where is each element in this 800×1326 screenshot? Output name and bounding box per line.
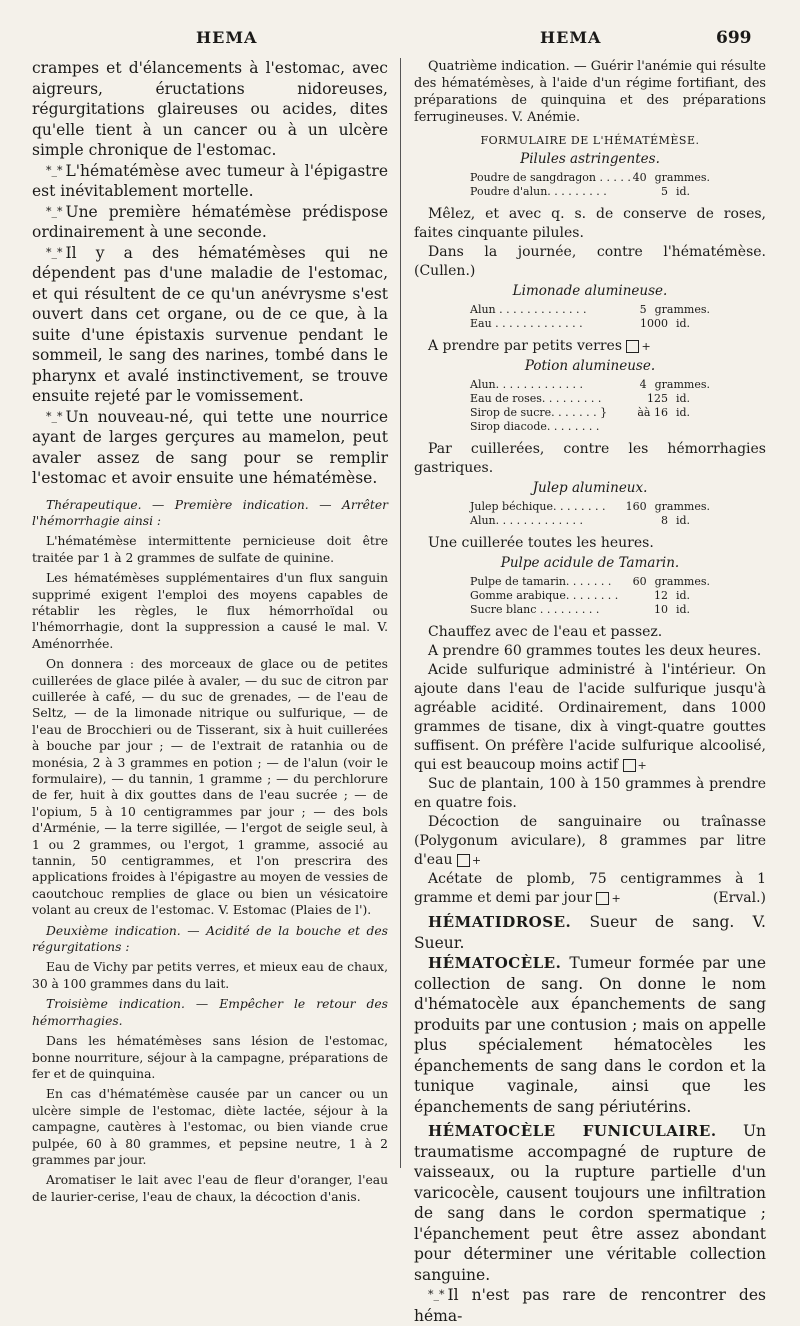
recipe-name: Gomme arabique. . . . . . . . (470, 589, 619, 602)
boxed-plus-icon: + (623, 759, 636, 772)
recipe-qty: 160 (625, 500, 647, 513)
recipe-unit: grammes. (654, 575, 710, 588)
indication-heading: Deuxième indication. — Acidité de la bouche et des régurgitations : (32, 923, 388, 955)
recipe-row (470, 589, 710, 603)
recipe-unit: grammes. (654, 171, 710, 184)
recipe-qty: 60 (632, 575, 647, 588)
paragraph: *_* Une première hématémèse prédispose ordinairement à une seconde. (32, 202, 388, 241)
recipe-row (470, 575, 710, 589)
recipe-unit: id. (676, 514, 691, 527)
entry-term: HÉMATOCÈLE. (428, 954, 562, 972)
attribution: (Erval.) (712, 890, 766, 906)
entry-term: HÉMATIDROSE. (428, 913, 572, 931)
recipe-row (470, 317, 710, 331)
paragraph: *_* Il y a des hématémèses qui ne dépendent pas d'une maladie de l'estomac, et qui résultent de ce qu'un anévrysme s'est ouvert dans cet organe, ou de ce que, à la suite d'une épistaxis survenue pendant le sommeil, le sang des narines, tombé dans le pharynx et avalé instinctivement, se trouve ensuite rejeté par le vomissement. (32, 243, 388, 405)
paragraph: crampes et d'élancements à l'estomac, avec aigreurs, éructations nidoreuses, régurgitations glaireuses ou acides, dites qu'elle tient à un cancer ou à un ulcère simple chronique de l'estomac. (32, 59, 388, 159)
recipe-row (470, 420, 710, 434)
paragraph: Suc de plantain, 100 à 150 grammes à prendre en quatre fois. (414, 776, 766, 811)
recipe-name: Sucre blanc . . . . . . . . . (470, 603, 600, 616)
recipe-unit: id. (676, 317, 691, 330)
page-number: 699 (716, 28, 752, 48)
recipe-qty: 4 (639, 378, 647, 391)
recipe-unit (668, 420, 676, 434)
recipe-name: Julep béchique. . . . . . . . (470, 500, 606, 513)
paragraph: Les hématémèses supplémentaires d'un flux sanguin supprimé exigent l'emploi des moyens capables de rétablir les règles, le flux hémorrhoïdal ou l'hémorrhagie, dont la suppression a causé le mal. V. Aménorrhée. (32, 571, 388, 651)
paragraph: Acétate de plomb, 75 centigrammes à 1 gramme et demi par jour + (Erval.) (414, 871, 766, 906)
left-column (32, 58, 388, 1205)
recipe-row (470, 603, 710, 617)
paragraph: En cas d'hématémèse causée par un cancer ou un ulcère simple de l'estomac, diète lactée, séjour à la campagne, cautères à l'estomac, ou bien viande crue pulpée, 60 à 80 grammes, et pepsine neutre, 1 à 2 grammes par jour. (32, 1087, 388, 1167)
asterism-icon: *_* (46, 163, 63, 177)
recipe-row (470, 514, 710, 528)
recipe-unit: id. (676, 185, 691, 198)
recipe-row (470, 392, 710, 406)
paragraph: Par cuillerées, contre les hémorrhagies gastriques. (414, 441, 766, 476)
paragraph: A prendre 60 grammes toutes les deux heures. (428, 643, 762, 659)
paragraph: Dans les hématémèses sans lésion de l'estomac, bonne nourriture, séjour à la campagne, préparations de fer et de quinquina. (32, 1034, 388, 1081)
recipe-name: Eau . . . . . . . . . . . . . (470, 317, 583, 330)
recipe-qty: àà 16 (637, 406, 668, 419)
recipe-qty: 40 (632, 171, 647, 184)
recipe-name: Poudre d'alun. . . . . . . . . (470, 185, 607, 198)
header-left: HEMA (196, 28, 258, 47)
recipe-unit: grammes. (654, 378, 710, 391)
header-center: HEMA (540, 28, 602, 47)
recipe-table (470, 303, 710, 331)
recipe-qty: 1000 (640, 317, 668, 330)
recipe-unit: id. (676, 589, 691, 602)
recipe-row (470, 500, 710, 514)
recipe-title: Julep alumineux. (532, 480, 648, 496)
recipe-name: Sirop diacode. . . . . . . . (470, 420, 600, 433)
running-header (0, 28, 800, 52)
recipe-title: Pulpe acidule de Tamarin. (500, 555, 680, 571)
recipe-name: Eau de roses. . . . . . . . . (470, 392, 602, 405)
recipe-qty: 10 (654, 603, 668, 616)
paragraph: *_* L'hématémèse avec tumeur à l'épigastre est inévitablement mortelle. (32, 161, 388, 200)
paragraph: Chauffez avec de l'eau et passez. (428, 624, 663, 640)
recipe-name: Alun. . . . . . . . . . . . . (470, 378, 584, 391)
recipe-unit: id. (676, 406, 691, 419)
recipe-name: Pulpe de tamarin. . . . . . . (470, 575, 612, 588)
recipe-qty (620, 420, 668, 434)
asterism-icon: *_* (46, 204, 63, 218)
paragraph: On donnera : des morceaux de glace ou de petites cuillerées de glace pilée à avaler, — du suc de citron par cuillerée à café, — du suc de grenades, — de l'eau de Seltz, — de la limonade nitrique ou sulfurique, — de l'eau de Brocchieri ou de Tisserant, six à huit cuillerées à bouche par jour ; — de l'extrait de ratanhia ou de monésia, 2 à 3 grammes en potion ; — de l'alun (voir le formulaire), — du tannin, 1 gramme ; — du perchlorure de fer, huit à dix gouttes dans de l'eau sucrée ; — de l'opium, 5 à 10 centigrammes par jour ; — des bols d'Arménie, — la terre sigillée, — l'ergot de seigle seul, à 1 ou 2 grammes, ou l'ergot, 1 gramme, associé au tannin, 50 centigrammes, et l'on prescrira des applications froides à l'épigastre au moyen de vessies de caoutchouc remplies de glace ou bien un vésicatoire volant au creux de l'estomac. V. Estomac (Plaies de l'). (32, 657, 388, 918)
formulary-heading: FORMULAIRE DE L'HÉMATÉMÈSE. (480, 134, 700, 147)
boxed-plus-icon: + (626, 340, 639, 353)
paragraph: Décoction de sanguinaire ou traînasse (Polygonum aviculare), 8 grammes par litre d'eau + (414, 814, 766, 868)
recipe-name: Alun . . . . . . . . . . . . . (470, 303, 587, 316)
paragraph: A prendre par petits verres + (428, 338, 651, 354)
recipe-row (470, 171, 710, 185)
paragraph: L'hématémèse intermittente pernicieuse doit être traitée par 1 à 2 grammes de sulfate de quinine. (32, 534, 388, 565)
recipe-qty: 8 (661, 514, 668, 527)
paragraph: Dans la journée, contre l'hématémèse. (Cullen.) (414, 244, 766, 279)
asterism-icon: *_* (428, 1288, 445, 1301)
asterism-icon: *_* (46, 409, 63, 423)
dictionary-entry: HÉMATIDROSE. Sueur de sang. V. Sueur. (414, 913, 766, 952)
recipe-title: Pilules astringentes. (520, 151, 660, 167)
recipe-title: Potion alumineuse. (524, 358, 656, 374)
paragraph: *_* Il n'est pas rare de rencontrer des héma- (414, 1286, 766, 1325)
recipe-unit: id. (676, 603, 691, 616)
recipe-qty: 125 (647, 392, 668, 405)
indication-heading: Troisième indication. — Empêcher le retour des hémorrhagies. (32, 997, 388, 1028)
recipe-title: Limonade alumineuse. (512, 283, 668, 299)
boxed-plus-icon: + (457, 854, 470, 867)
paragraph: *_* Un nouveau-né, qui tette une nourrice ayant de larges gerçures au mamelon, peut avaler assez de sang pour se remplir l'estomac et avoir ensuite une hématémèse. (32, 407, 388, 487)
recipe-row (470, 378, 710, 392)
paragraph: Eau de Vichy par petits verres, et mieux eau de chaux, 30 à 100 grammes dans du lait. (32, 960, 388, 991)
recipe-qty: 5 (661, 185, 668, 198)
recipe-table (470, 500, 710, 528)
recipe-qty: 5 (639, 303, 647, 316)
recipe-unit: grammes. (654, 500, 710, 513)
paragraph: Acide sulfurique administré à l'intérieur. On ajoute dans l'eau de l'acide sulfurique jusqu'à agréable acidité. Ordinairement, dans 1000 grammes de tisane, dix à vingt-quatre gouttes suffisent. On préfère l'acide sulfurique alcoolisé, qui est beaucoup moins actif + (414, 662, 766, 773)
therapeutics-heading: Thérapeutique. — Première indication. — Arrêter l'hémorrhagie ainsi : (32, 497, 388, 528)
asterism-icon: *_* (46, 245, 63, 259)
paragraph: Mêlez, et avec q. s. de conserve de roses, faites cinquante pilules. (414, 206, 766, 241)
recipe-unit: grammes. (654, 303, 710, 316)
recipe-qty: 12 (654, 589, 668, 602)
paragraph: Quatrième indication. — Guérir l'anémie qui résulte des hématémèses, à l'aide d'un régime fortifiant, des préparations de quinquina et des préparations ferrugineuses. V. Anémie. (414, 59, 766, 125)
recipe-table (470, 171, 710, 199)
paragraph: Aromatiser le lait avec l'eau de fleur d'oranger, l'eau de laurier-cerise, l'eau de chaux, la décoction d'anis. (32, 1173, 388, 1204)
recipe-table (470, 378, 710, 434)
right-column (414, 58, 766, 1326)
entry-term: HÉMATOCÈLE FUNICULAIRE. (428, 1122, 717, 1140)
dictionary-entry: HÉMATOCÈLE. Tumeur formée par une collection de sang. On donne le nom d'hématocèle aux épanchements de sang produits par une contusion ; mais on appelle plus spécialement hématocèles les épanchements de sang dans le cordon et la tunique vaginale, ainsi que les épanchements de sang périutérins. (414, 954, 766, 1116)
recipe-name: Poudre de sangdragon . . . . . (470, 171, 631, 184)
recipe-name: Sirop de sucre. . . . . . . } (470, 406, 608, 419)
recipe-row (470, 185, 710, 199)
recipe-row (470, 303, 710, 317)
recipe-row (470, 406, 710, 420)
paragraph: Une cuillerée toutes les heures. (428, 535, 654, 551)
recipe-unit: id. (676, 392, 691, 405)
recipe-name: Alun. . . . . . . . . . . . . (470, 514, 584, 527)
dictionary-entry: HÉMATOCÈLE FUNICULAIRE. Un traumatisme accompagné de rupture de vaisseaux, ou la rupture partielle d'un varicocèle, causent toujours une infiltration de sang dans le cordon spermatique ; l'épanchement peut être assez abondant pour déterminer une véritable collection sanguine. (414, 1122, 766, 1284)
boxed-plus-icon: + (596, 892, 609, 905)
recipe-table (470, 575, 710, 617)
column-rule (400, 58, 401, 1168)
